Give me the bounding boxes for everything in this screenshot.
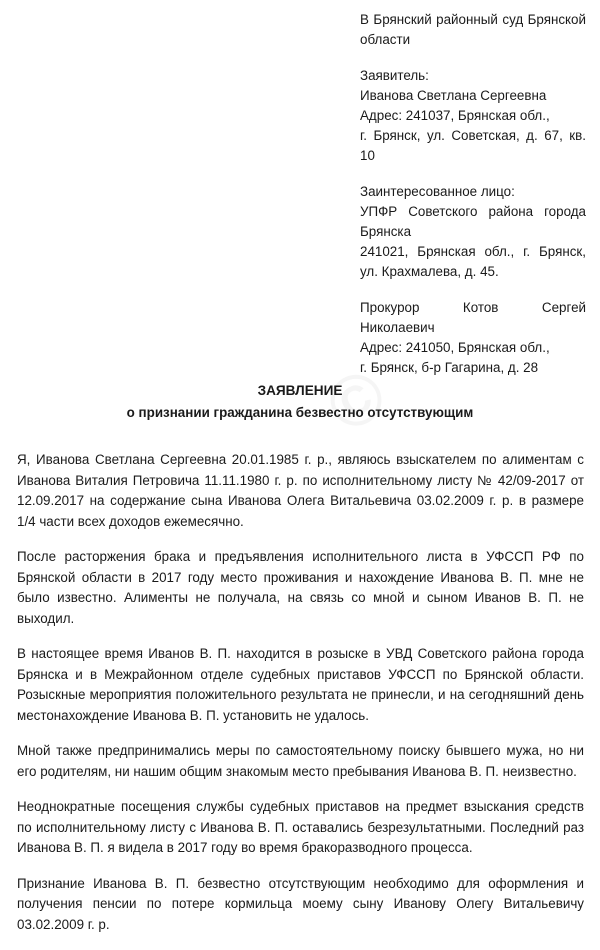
body-paragraph: Мной также предпринимались меры по самостоятельному поиску бывшего мужа, но ни его родителям, ни нашим общим знакомым место пребывания Иванова В. П. неизвестно. (17, 743, 584, 779)
interested-party-name: УПФР Советского района города (360, 204, 586, 219)
body-paragraph: Неоднократные посещения службы судебных приставов на предмет взыскания средств по исполнительному листу с Иванова В. П. оставались безрезультатными. Последний раз Иванова В. П. я видела в 2017 году во время бракоразводного процесса. (17, 799, 584, 855)
document-body (17, 450, 584, 950)
body-paragraph: Я, Иванова Светлана Сергеевна 20.01.1985 г. р., являюсь взыскателем по алиментам с Иванова Виталия Петровича 11.11.1980 г. р. по исполнительному листу № 42/09-2017 от 12.09.2017 на содержание сына Иванова Олега Витальевича 03.02.2009 г. р. в размере 1/4 части всех доходов ежемесячно. (17, 452, 584, 529)
prosecutor-block (360, 298, 586, 378)
body-paragraph: Признание Иванова В. П. безвестно отсутствующим необходимо для оформления и получения пенсии по потере кормильца моему сыну Иванову Олегу Витальевичу 03.02.2009 г. р. (17, 875, 584, 932)
applicant-block (360, 66, 586, 166)
document-subtitle: о признании гражданина безвестно отсутствующим (126, 405, 474, 420)
document-title: ЗАЯВЛЕНИЕ (257, 383, 343, 398)
prosecutor-address-line: г. Брянск, б-р Гагарина, д. 28 (360, 360, 539, 375)
document-header (360, 10, 586, 394)
prosecutor-name: Прокурор Котов Сергей (360, 300, 586, 315)
interested-party-address-line: ул. Крахмалева, д. 45. (360, 264, 499, 279)
prosecutor-name: Николаевич (360, 320, 435, 335)
applicant-address-line: г. Брянск, ул. Советская, д. 67, кв. (360, 128, 586, 143)
applicant-name: Иванова Светлана Сергеевна (360, 88, 547, 103)
applicant-address-line: 10 (360, 148, 375, 163)
body-paragraph: После расторжения брака и предъявления исполнительного листа в УФССП РФ по Брянской области в 2017 году место проживания и нахождение Иванова В. П. мне не было известно. Алименты не получала, на связь со мной и сыном Иванов В. П. не выходил. (17, 549, 584, 626)
court-line: В Брянский районный суд Брянской (360, 12, 586, 27)
court-block (360, 10, 586, 50)
court-line: области (360, 32, 411, 47)
interested-party-block (360, 182, 586, 282)
interested-party-label: Заинтересованное лицо: (360, 184, 515, 199)
body-paragraph: В настоящее время Иванов В. П. находится в розыске в УВД Советского района города Брянска и в Межрайонном отделе судебных приставов УФССП по Брянской области. Розыскные мероприятия положительного результата не принесли, и на сегодняшний день местонахождение Иванова В. П. установить не удалось. (17, 646, 584, 723)
applicant-address-line: Адрес: 241037, Брянская обл., (360, 108, 550, 123)
prosecutor-address-line: Адрес: 241050, Брянская обл., (360, 340, 550, 355)
interested-party-address-line: 241021, Брянская обл., г. Брянск, (360, 244, 586, 259)
interested-party-name: Брянска (360, 224, 412, 239)
applicant-label: Заявитель: (360, 68, 429, 83)
